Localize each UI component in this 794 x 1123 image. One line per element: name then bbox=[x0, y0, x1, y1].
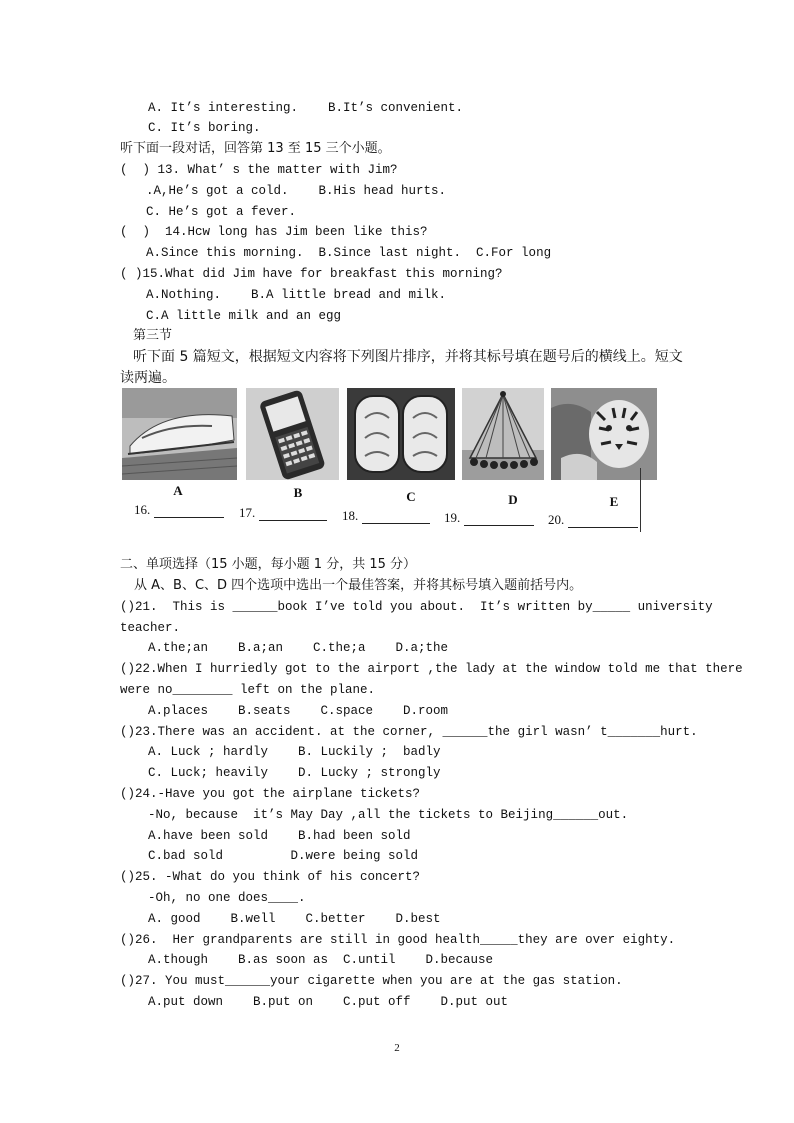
question-21-options: A.the;an B.a;an C.the;a D.a;the bbox=[148, 641, 449, 655]
section3-instruction-line1: 听下面 5 篇短文，根据短文内容将下列图片排序，并将其标号填在题号后的横线上。短文 bbox=[133, 349, 683, 365]
question-23: ()23.There was an accident. at the corner, ______the girl wasn’ t_______hurt. bbox=[120, 725, 698, 739]
question-26-options: A.though B.as soon as C.until D.because bbox=[148, 953, 494, 967]
question-21-line1: ()21. This is ______book I’ve told you about. It’s written by_____ university bbox=[120, 600, 713, 614]
question-24-line2: -No, because it’s May Day ,all the tickets to Beijing______out. bbox=[148, 808, 629, 822]
question-27: ()27. You must______your cigarette when you are at the gas station. bbox=[120, 974, 623, 988]
section3-instruction-line2: 读两遍。 bbox=[120, 370, 176, 386]
part2-title: 二、单项选择（15 小题，每小题 1 分，共 15 分） bbox=[120, 557, 417, 572]
question-24-options-b: C.bad sold D.were being sold bbox=[148, 849, 419, 863]
question-22-line2: were no________ left on the plane. bbox=[120, 683, 376, 697]
picture-label-d: D bbox=[508, 492, 518, 507]
question-15-options-a: A.Nothing. B.A little bread and milk. bbox=[146, 288, 447, 302]
question-13-options-b: C. He’s got a fever. bbox=[146, 205, 297, 219]
question-22-options: A.places B.seats C.space D.room bbox=[148, 704, 449, 718]
blank-18-line[interactable] bbox=[362, 523, 430, 524]
picture-label-c: C bbox=[406, 489, 416, 504]
question-21-line2: teacher. bbox=[120, 621, 181, 635]
bread-loaf-picture bbox=[347, 388, 455, 480]
blank-16-line[interactable] bbox=[154, 517, 224, 518]
question-25-line2: -Oh, no one does____. bbox=[148, 891, 306, 905]
tiger-picture bbox=[551, 388, 657, 480]
question-24-options-a: A.have been sold B.had been sold bbox=[148, 829, 411, 843]
blank-20-line[interactable] bbox=[568, 527, 638, 528]
question-13: ( ) 13. What’ s the matter with Jim? bbox=[120, 163, 398, 177]
blank-17-number: 17. bbox=[239, 505, 256, 520]
blank-18-number: 18. bbox=[342, 508, 359, 523]
page-number: 2 bbox=[394, 1042, 400, 1054]
question-26: ()26. Her grandparents are still in good health_____they are over eighty. bbox=[120, 933, 676, 947]
dialog-instruction: 听下面一段对话，回答第 13 至 15 三个小题。 bbox=[120, 141, 391, 156]
picture-label-b: B bbox=[293, 485, 303, 500]
question-23-options-b: C. Luck; heavily D. Lucky ; strongly bbox=[148, 766, 441, 780]
picture-label-a: A bbox=[173, 483, 183, 498]
q12-options-row2: C. It’s boring. bbox=[148, 121, 261, 135]
part2-instruction: 从 A、B、C、D 四个选项中选出一个最佳答案，并将其标号填入题前括号内。 bbox=[134, 578, 583, 593]
picture-label-e: E bbox=[609, 494, 619, 509]
blank-16-number: 16. bbox=[134, 502, 151, 517]
question-15: ( )15.What did Jim have for breakfast this morning? bbox=[120, 267, 503, 281]
christmas-tree-picture bbox=[462, 388, 544, 480]
question-14: ( ) 14.Hcw long has Jim been like this? bbox=[120, 225, 428, 239]
q12-options-row1: A. It’s interesting. B.It’s convenient. bbox=[148, 101, 464, 115]
question-15-options-b: C.A little milk and an egg bbox=[146, 309, 342, 323]
question-24-line1: ()24.-Have you got the airplane tickets? bbox=[120, 787, 421, 801]
blank-19-line[interactable] bbox=[464, 525, 534, 526]
question-14-options: A.Since this morning. B.Since last night. C.For long bbox=[146, 246, 552, 260]
question-13-options-a: .A,He’s got a cold. B.His head hurts. bbox=[146, 184, 447, 198]
blank-20-number: 20. bbox=[548, 512, 565, 527]
question-25-options: A. good B.well C.better D.best bbox=[148, 912, 441, 926]
question-23-options-a: A. Luck ; hardly B. Luckily ; badly bbox=[148, 745, 441, 759]
question-27-options: A.put down B.put on C.put off D.put out bbox=[148, 995, 509, 1009]
mobile-phone-picture bbox=[246, 388, 339, 480]
section3-title: 第三节 bbox=[133, 328, 173, 343]
picture-strip bbox=[118, 388, 642, 532]
question-25-line1: ()25. -What do you think of his concert? bbox=[120, 870, 421, 884]
question-22-line1: ()22.When I hurriedly got to the airport ,the lady at the window told me that there bbox=[120, 662, 743, 676]
blank-17-line[interactable] bbox=[259, 520, 327, 521]
blank-19-number: 19. bbox=[444, 510, 461, 525]
strip-edge-line bbox=[640, 468, 641, 532]
bullet-train-picture bbox=[122, 388, 237, 480]
